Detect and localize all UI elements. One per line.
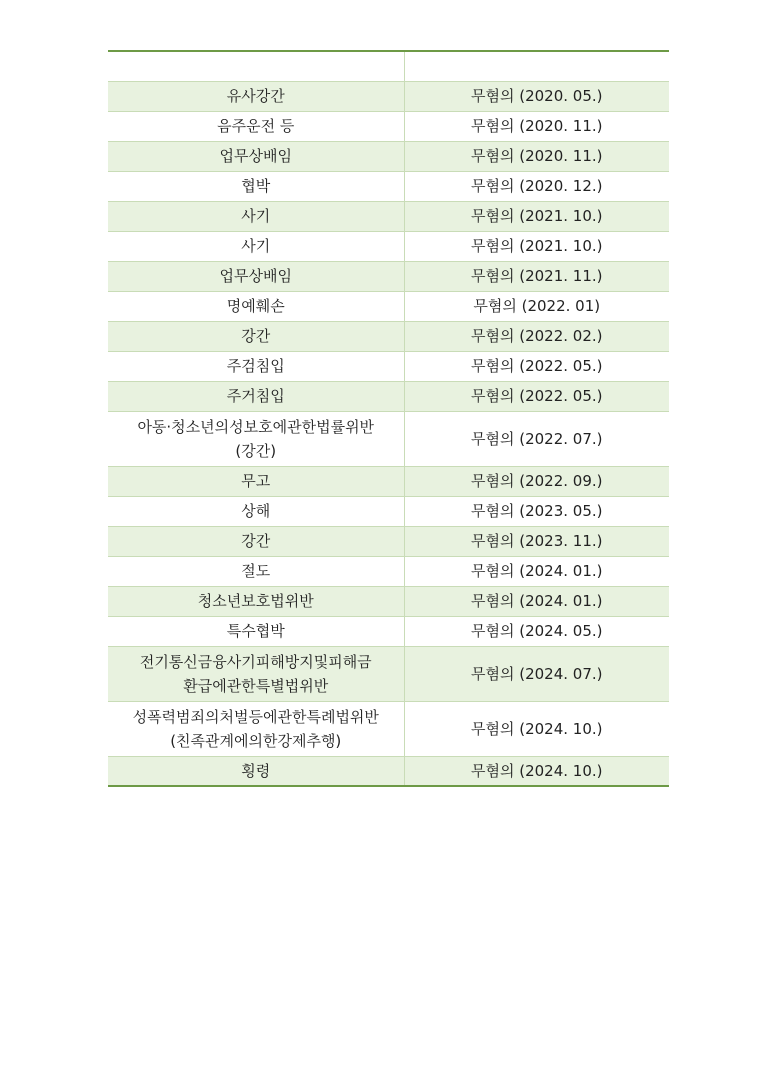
charge-cell: 강간 — [108, 321, 404, 351]
table-row — [108, 351, 669, 381]
charge-cell: 절도 — [108, 556, 404, 586]
result-cell: 무혐의 (2022. 09.) — [404, 466, 669, 496]
charge-cell: 사기 — [108, 201, 404, 231]
result-cell: 무혐의 (2020. 11.) — [404, 141, 669, 171]
table-row — [108, 381, 669, 411]
charge-cell: 업무상배임 — [108, 141, 404, 171]
header-cell-charge — [108, 51, 404, 81]
table-row — [108, 466, 669, 496]
charge-cell: 주검침입 — [108, 351, 404, 381]
table-row — [108, 586, 669, 616]
table-row — [108, 141, 669, 171]
charge-line: 환급에관한특별법위반 — [183, 676, 329, 695]
result-cell: 무혐의 (2024. 01.) — [404, 556, 669, 586]
charge-cell: 협박 — [108, 171, 404, 201]
result-cell: 무혐의 (2022. 02.) — [404, 321, 669, 351]
charges-table — [108, 50, 669, 787]
charge-cell: 무고 — [108, 466, 404, 496]
charge-line: (강간) — [235, 441, 277, 460]
result-cell: 무혐의 (2021. 10.) — [404, 231, 669, 261]
result-cell: 무혐의 (2020. 11.) — [404, 111, 669, 141]
charge-cell: 음주운전 등 — [108, 111, 404, 141]
charge-cell — [108, 411, 404, 466]
charge-cell: 명예훼손 — [108, 291, 404, 321]
charge-cell: 상해 — [108, 496, 404, 526]
table-row — [108, 646, 669, 701]
table-row — [108, 556, 669, 586]
result-cell: 무혐의 (2024. 10.) — [404, 701, 669, 756]
charge-line: 전기통신금융사기피해방지및피해금 — [139, 652, 372, 671]
charge-cell: 강간 — [108, 526, 404, 556]
result-cell: 무혐의 (2023. 05.) — [404, 496, 669, 526]
charges-table-container — [108, 50, 669, 787]
table-row — [108, 411, 669, 466]
charge-cell — [108, 701, 404, 756]
table-row — [108, 171, 669, 201]
table-row — [108, 496, 669, 526]
result-cell: 무혐의 (2020. 05.) — [404, 81, 669, 111]
table-row — [108, 616, 669, 646]
table-header-row — [108, 51, 669, 81]
charge-cell: 사기 — [108, 231, 404, 261]
charge-cell: 유사강간 — [108, 81, 404, 111]
charge-cell: 업무상배임 — [108, 261, 404, 291]
charge-cell: 횡령 — [108, 756, 404, 786]
result-cell: 무혐의 (2023. 11.) — [404, 526, 669, 556]
table-row — [108, 756, 669, 786]
table-row — [108, 526, 669, 556]
table-row — [108, 81, 669, 111]
charge-line: (친족관계에의한강제추행) — [170, 731, 342, 750]
result-cell: 무혐의 (2022. 05.) — [404, 351, 669, 381]
result-cell: 무혐의 (2024. 05.) — [404, 616, 669, 646]
result-cell: 무혐의 (2021. 10.) — [404, 201, 669, 231]
table-row — [108, 201, 669, 231]
charge-cell — [108, 646, 404, 701]
result-cell: 무혐의 (2022. 07.) — [404, 411, 669, 466]
charge-line: 성폭력범죄의처벌등에관한특례법위반 — [132, 707, 379, 726]
result-cell: 무혐의 (2020. 12.) — [404, 171, 669, 201]
result-cell: 무혐의 (2021. 11.) — [404, 261, 669, 291]
result-cell: 무혐의 (2022. 05.) — [404, 381, 669, 411]
result-cell: 무혐의 (2024. 01.) — [404, 586, 669, 616]
table-row — [108, 701, 669, 756]
result-cell: 무혐의 (2024. 07.) — [404, 646, 669, 701]
table-row — [108, 291, 669, 321]
header-cell-result — [404, 51, 669, 81]
result-cell: 무혐의 (2024. 10.) — [404, 756, 669, 786]
table-row — [108, 231, 669, 261]
table-row — [108, 321, 669, 351]
table-row — [108, 111, 669, 141]
charge-line: 아동·청소년의성보호에관한법률위반 — [137, 417, 375, 436]
charge-cell: 특수협박 — [108, 616, 404, 646]
charge-cell: 청소년보호법위반 — [108, 586, 404, 616]
result-cell: 무혐의 (2022. 01) — [404, 291, 669, 321]
charge-cell: 주거침입 — [108, 381, 404, 411]
table-row — [108, 261, 669, 291]
